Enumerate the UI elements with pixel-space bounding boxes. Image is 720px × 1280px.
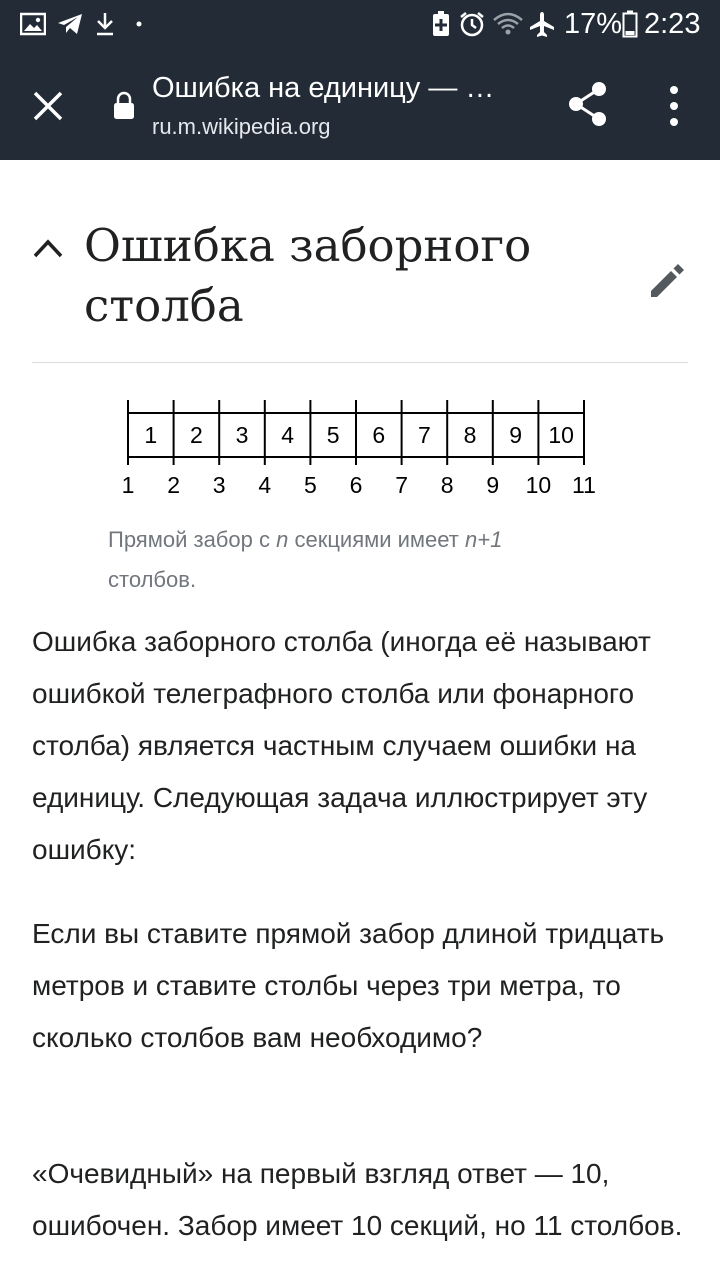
wifi-icon: [492, 10, 524, 38]
post-number-label: 1: [121, 472, 135, 498]
post-number-label: 8: [440, 472, 454, 498]
caption-text: секциями имеет: [288, 527, 465, 552]
section-title-line: столба: [84, 279, 244, 332]
post-number-label: 4: [258, 472, 272, 498]
fence-diagram: [116, 392, 606, 502]
caption-text: столбов.: [108, 567, 197, 592]
download-icon: [94, 10, 116, 38]
browser-toolbar: [0, 48, 720, 160]
section-number-label: 10: [548, 422, 574, 448]
figure-caption: [108, 520, 648, 600]
caption-variable-n: n: [276, 527, 289, 552]
section-heading[interactable]: [0, 200, 720, 362]
caption-text: Прямой забор с: [108, 527, 277, 552]
airplane-icon: [528, 10, 556, 38]
status-bar: [0, 0, 720, 48]
section-number-label: 4: [281, 422, 294, 448]
article-paragraph: Ошибка заборного столба (иногда её называют ошибкой телеграфного столба или фонарного столба) является частным случаем ошибки на единицу. Следующая задача иллюстрирует эту ошибку:: [32, 626, 651, 865]
section-number-label: 9: [509, 422, 522, 448]
battery-percent: 17%: [564, 8, 623, 40]
post-number-label: 3: [212, 472, 226, 498]
page-title: Ошибка на единицу — …: [152, 72, 495, 104]
share-icon[interactable]: [566, 80, 610, 128]
close-icon[interactable]: [22, 80, 74, 132]
battery-saver-icon: [430, 10, 452, 38]
section-number-label: 8: [463, 422, 477, 448]
chevron-up-icon[interactable]: [32, 236, 64, 260]
edit-pencil-icon[interactable]: [648, 260, 688, 300]
more-vert-icon[interactable]: [660, 84, 688, 128]
section-number-label: 6: [372, 422, 386, 448]
section-title-line: Ошибка заборного: [84, 219, 532, 272]
post-number-label: 10: [525, 472, 552, 498]
post-number-label: 5: [304, 472, 317, 498]
clock: 2:23: [644, 8, 701, 40]
section-number-label: 7: [418, 422, 431, 448]
fence-figure[interactable]: [116, 392, 606, 502]
section-number-label: 5: [326, 422, 340, 448]
page-url[interactable]: ru.m.wikipedia.org: [152, 114, 331, 139]
section-title: [84, 216, 604, 336]
post-number-label: 2: [167, 472, 180, 498]
section-number-label: 1: [144, 422, 158, 448]
post-number-label: 9: [486, 472, 500, 498]
battery-icon: [622, 10, 638, 38]
post-number-label: 6: [349, 472, 363, 498]
caption-variable-n-plus-1: n+1: [465, 527, 503, 552]
gallery-icon: [20, 10, 46, 38]
article-paragraph: «Очевидный» на первый взгляд ответ — 10, ошибочен. Забор имеет 10 секций, но 11 столбов.: [32, 1158, 683, 1241]
section-number-label: 2: [190, 422, 203, 448]
dot-icon: [134, 10, 144, 38]
post-number-label: 7: [395, 472, 408, 498]
section-number-label: 3: [235, 422, 249, 448]
alarm-icon: [458, 10, 486, 38]
article-paragraph: Если вы ставите прямой забор длиной тридцать метров и ставите столбы через три метра, то сколько столбов вам необходимо?: [32, 918, 665, 1053]
lock-icon: [112, 90, 136, 120]
heading-divider: [32, 362, 688, 363]
post-number-label: 11: [572, 472, 596, 498]
telegram-icon: [56, 10, 84, 38]
